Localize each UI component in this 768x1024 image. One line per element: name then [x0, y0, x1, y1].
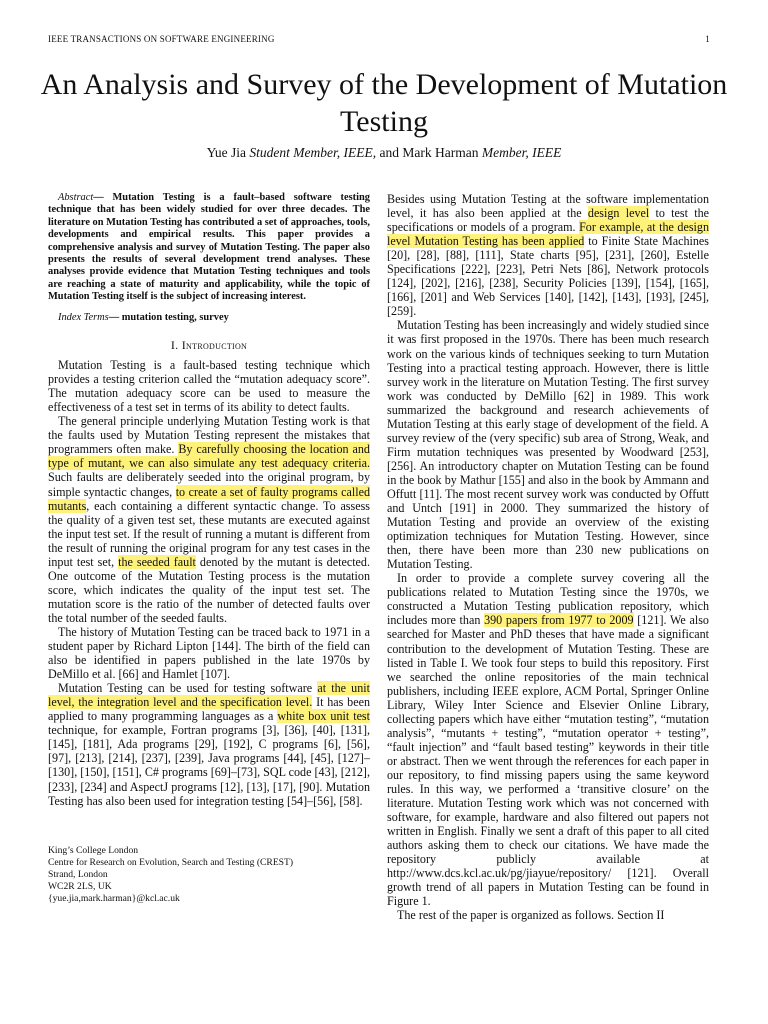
text-run: [121]. We also searched for Master and PhD theses that have made a significant contribution to the development of Mutation Testing. These are listed in Table I. We took four steps to build this repository. First we searched the online repositories of the main technical publishers, including IEEE explore, ACM Portal, Springer Online Library, Wiley Inter Science and Elsevier Online Library, collecting papers which have either “mutation testing”, “mutation analysis”, “mutants + testing”, “mutation operator + testing”, “fault injection” and “fault based testing” keywords in their title or abstract. Then we went through the references for each paper in our repository, to find missing papers using the same keyword rules. In this way, we performed a ‘transitive closure’ on the literature. Mutation Testing work which was not concerned with software, for example, hardware and also filtered out papers not written in English. Finally we sent a draft of this paper to all cited authors asking them to check our citations. We have made the repository publicly available at http://www.dcs.kcl.ac.uk/pg/jiayue/repository/ [121]. Overall growth trend of all papers in Mutation Testing can be found in Figure 1. — [387, 613, 709, 909]
running-header — [48, 34, 710, 44]
highlight-design-level-example: For example, at the design level Mutation Testing has been applied — [387, 220, 710, 249]
text-run: It has been applied to many programming languages as a — [48, 695, 370, 724]
affiliation-institution: King’s College London — [48, 845, 139, 856]
affiliation-centre: Centre for Research on Evolution, Search and Testing (CREST) — [48, 857, 294, 869]
text-run: In order to provide a complete survey covering all the publications related to Mutation Testing since the 1970s, we constructed a Mutation Testing publication repository, which includes more than — [387, 571, 709, 628]
text-run: to test the specifications or models of a program. — [387, 206, 709, 235]
abstract-label: Abstract — [58, 192, 94, 203]
index-terms: Index Terms— mutation testing, survey — [58, 311, 229, 323]
index-terms-label: Index Terms — [58, 311, 109, 323]
right-column — [387, 192, 709, 922]
text-run: , each containing a different syntactic change. To assess the quality of a given test set, these mutants are executed against the input test set. If the result of running a mutant is different from the result of running the original program for any test cases in the input test set, — [48, 498, 370, 569]
abstract-text: Mutation Testing is a fault–based software testing technique that has been widely studied for over three decades. The literature on Mutation Testing has contributed a set of approaches, tools, developments and empirical results. This paper provides a comprehensive analysis and survey of Mutation Testing. The paper also presents the results of several development trend analyses. These analyses provide evidence that Mutation Testing techniques and tools are reaching a state of maturity and applicability, while the topic of Mutation Testing itself is the subject of increasing interest. — [48, 192, 370, 303]
author-1: Yue Jia — [206, 145, 247, 160]
page-number: 1 — [705, 34, 710, 44]
highlight-white-box: white box unit test — [277, 709, 371, 724]
highlight-simulate-criteria: By carefully choosing the location and type of mutant, we can also simulate any test adequacy criteria. — [48, 442, 370, 471]
author-2-role: Member, IEEE — [481, 145, 562, 160]
affiliation-postcode: WC2R 2LS, UK — [48, 881, 112, 893]
paper-title: An Analysis and Survey of the Development of Mutation Testing — [40, 68, 728, 138]
intro-paragraph-3: The history of Mutation Testing can be traced back to 1971 in a student paper by Richard Lipton [144]. The birth of the field can also be identified in papers published in the late 1970s by DeMillo et al. [66] and Hamlet [107]. — [48, 625, 370, 682]
highlight-paper-count: 390 papers from 1977 to 2009 — [484, 613, 634, 628]
abstract: Abstract— Mutation Testing is a fault–based software testing technique that has been widely studied for over three decades. The literature on Mutation Testing has contributed a set of approaches, tools, developments and empirical results. This paper provides a comprehensive analysis and survey of Mutation Testing. The paper also presents the results of several development trend analyses. These analyses provide evidence that Mutation Testing techniques and tools are reaching a state of maturity and applicability, while the topic of Mutation Testing itself is the subject of increasing interest. — [48, 192, 370, 303]
right-paragraph-2: Mutation Testing has been increasingly and widely studied since it was first proposed in the 1970s. There has been much research work on the various kinds of techniques seeking to turn Mutation Testing into a practical testing approach. However, there is little survey work in the literature on Mutation Testing. The first survey work was conducted by DeMillo [62] in 1989. This work summarized the background and research achievements of Mutation Testing at this early stage of development of the field. A survey review of the (very specific) sub area of Strong, Weak, and Firm mutation techniques was presented by Woodward [253], [256]. An introductory chapter on Mutation Testing can be found in the book by Mathur [155] and also in the book by Ammann and Offutt [11]. The most recent survey work was conducted by Offutt and Untch [191] in 2000. They summarized the history of Mutation Testing and provide an overview of the existing optimization techniques for Mutation Testing. However, since then, there have been more than 230 new publications on Mutation Testing. — [387, 318, 709, 572]
text-run: technique, for example, Fortran programs [3], [36], [40], [131], [145], [181], Ada programs [29], [192], C programs [6], [56], [97], [213], [214], [237], [239], Java programs [44], [45], [127]–[130], [150], [151], C# programs [69]–[73], SQL code [43], [212], [233], [234] and AspectJ programs [12], [13], [17], [90]. Mutation Testing has also been used for integration testing [54]–[56], [58]. — [48, 723, 370, 808]
text-run: denoted by the mutant is detected. One outcome of the Mutation Testing process is the mutation score, which indicates the quality of the input test set. The mutation score is the ratio of the number of detected faults over the total number of the seeded faults. — [48, 554, 370, 625]
right-paragraph-3 — [387, 571, 709, 908]
author-2: Mark Harman — [402, 145, 479, 160]
index-terms-text: mutation testing, survey — [121, 311, 229, 323]
right-paragraph-4: The rest of the paper is organized as follows. Section II — [397, 908, 665, 923]
text-run: to Finite State Machines [20], [28], [88], [111], State charts [95], [231], [260], Estelle Specifications [222], [223], Petri Nets [86], Network protocols [124], [202], [216], [238], Security Policies [139], [154], [165], [166], [201] and Web Services [140], [142], [143], [193], [245], [259]. — [387, 234, 709, 319]
affiliation-footnote — [48, 845, 370, 905]
intro-paragraph-1: Mutation Testing is a fault-based testing technique which provides a testing criterion called the “mutation adequacy score”. The mutation adequacy score can be used to measure the effectiveness of a test set in terms of its ability to detect faults. — [48, 358, 370, 415]
intro-paragraph-4 — [48, 681, 370, 807]
affiliation-email: {yue.jia,mark.harman}@kcl.ac.uk — [48, 893, 180, 905]
intro-paragraph-2 — [48, 414, 370, 625]
section-number: I. — [170, 338, 179, 353]
affiliation-street: Strand, London — [48, 869, 108, 881]
highlight-testing-levels: at the unit level, the integration level and the specification level. — [48, 681, 370, 710]
highlight-seeded-fault: the seeded fault — [118, 554, 196, 569]
section-title: Introduction — [181, 338, 248, 353]
author-conjunction: and — [379, 145, 399, 160]
text-run: Mutation Testing can be used for testing software — [58, 681, 318, 696]
text-run: Such faults are deliberately seeded into the original program, by simple syntactic changes, — [48, 470, 370, 499]
text-run: The general principle underlying Mutation Testing work is that the faults used by Mutation Testing represent the mistakes that programmers often make. — [48, 414, 370, 457]
highlight-mutants: to create a set of faulty programs called mutants — [48, 484, 371, 513]
journal-name: IEEE TRANSACTIONS ON SOFTWARE ENGINEERING — [48, 34, 275, 44]
text-run: Besides using Mutation Testing at the software implementation level, it has also been applied at the — [387, 192, 709, 221]
highlight-design-level: design level — [587, 206, 650, 221]
right-paragraph-1 — [387, 192, 709, 318]
author-1-role: Student Member, IEEE, — [249, 145, 377, 160]
section-heading-introduction — [48, 338, 370, 352]
author-line — [40, 145, 728, 161]
left-column — [48, 192, 370, 808]
